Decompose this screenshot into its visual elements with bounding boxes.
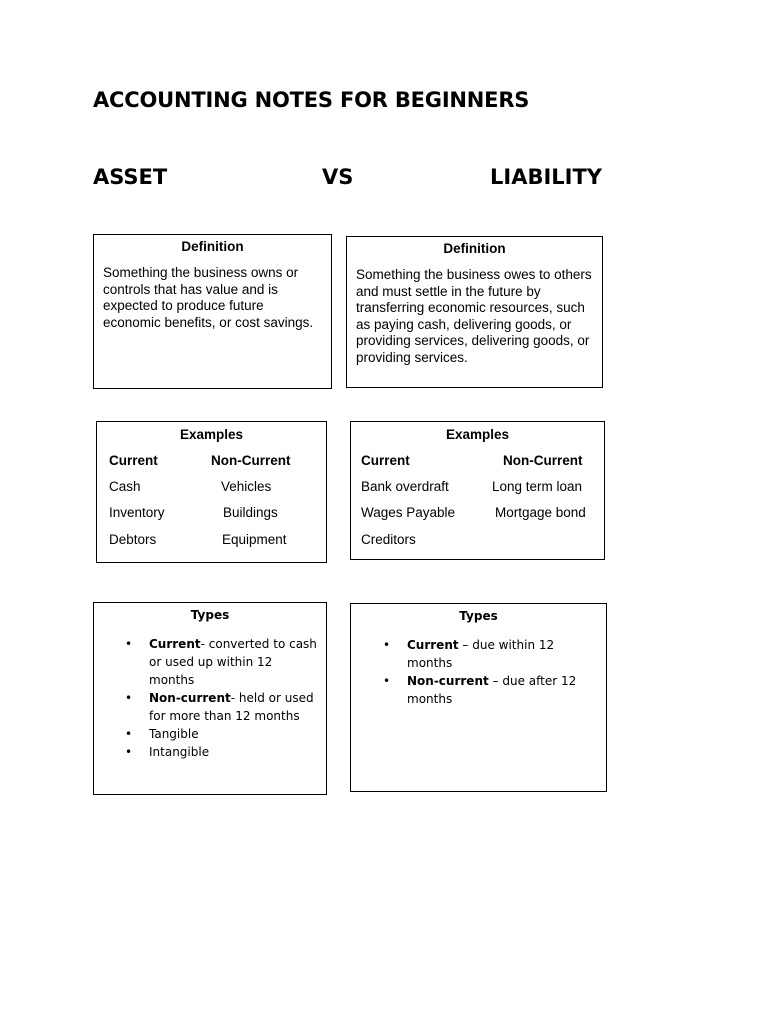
asset-examples-title: Examples	[179, 427, 244, 442]
bullet-icon: •	[125, 727, 133, 741]
liability-definition-text: Something the business owes to others and must settle in the future by transferring economic resources, such as paying cash, delivering goods, or providing services, delivering goods, or providing services.	[356, 267, 592, 365]
list-item	[383, 636, 583, 672]
bullet-icon: •	[125, 745, 133, 759]
liability-types-list	[383, 636, 583, 708]
bullet-icon: •	[383, 638, 391, 652]
asset-noncurrent-item: Vehicles	[221, 479, 272, 494]
list-item	[125, 689, 321, 725]
asset-examples-box	[96, 421, 327, 563]
vs-heading: VS	[322, 165, 354, 189]
type-name: Non-current	[407, 674, 489, 688]
liability-definition-box	[346, 236, 603, 388]
list-item	[383, 672, 583, 708]
asset-current-item: Inventory	[109, 505, 165, 520]
liability-current-item: Wages Payable	[361, 505, 456, 520]
list-item	[125, 725, 321, 743]
liability-types-title: Types	[459, 609, 498, 623]
liability-heading: LIABILITY	[490, 165, 602, 189]
asset-types-box	[93, 602, 327, 795]
type-description: - converted to cash or used up within 12 months	[149, 637, 317, 687]
liability-noncurrent-header: Non-Current	[503, 453, 583, 468]
liability-noncurrent-item: Long term loan	[492, 479, 583, 494]
asset-noncurrent-item: Equipment	[222, 532, 287, 547]
liability-current-item: Creditors	[361, 532, 416, 547]
bullet-icon: •	[125, 637, 133, 651]
type-name: Current	[407, 638, 459, 652]
bullet-icon: •	[383, 674, 391, 688]
liability-examples-title: Examples	[445, 427, 510, 442]
asset-current-item: Cash	[109, 479, 141, 494]
asset-heading: ASSET	[93, 165, 168, 189]
asset-noncurrent-item: Buildings	[223, 505, 278, 520]
asset-current-header: Current	[109, 453, 158, 468]
liability-current-header: Current	[361, 453, 410, 468]
bullet-icon: •	[125, 691, 133, 705]
liability-definition-title: Definition	[443, 241, 506, 256]
asset-types-list	[125, 635, 321, 761]
type-description: Intangible	[149, 745, 210, 759]
liability-noncurrent-item: Mortgage bond	[495, 505, 586, 520]
liability-examples-box	[350, 421, 605, 560]
type-description: – due within 12 months	[407, 638, 555, 670]
type-description: - held or used for more than 12 months	[149, 691, 314, 723]
type-name: Current	[149, 637, 201, 651]
liability-current-item: Bank overdraft	[361, 479, 449, 494]
asset-definition-title: Definition	[181, 239, 244, 254]
liability-types-box	[350, 603, 607, 792]
asset-types-title: Types	[190, 608, 230, 622]
asset-noncurrent-header: Non-Current	[211, 453, 291, 468]
asset-current-item: Debtors	[109, 532, 157, 547]
type-description: – due after 12 months	[407, 674, 577, 706]
list-item	[125, 635, 321, 689]
type-description: Tangible	[149, 727, 199, 741]
asset-definition-text: Something the business owns or controls that has value and is expected to produce future economic benefits, or cost savings.	[103, 265, 314, 330]
type-name: Non-current	[149, 691, 231, 705]
list-item	[125, 743, 321, 761]
asset-definition-box	[93, 234, 332, 389]
page-title: ACCOUNTING NOTES FOR BEGINNERS	[93, 88, 530, 112]
